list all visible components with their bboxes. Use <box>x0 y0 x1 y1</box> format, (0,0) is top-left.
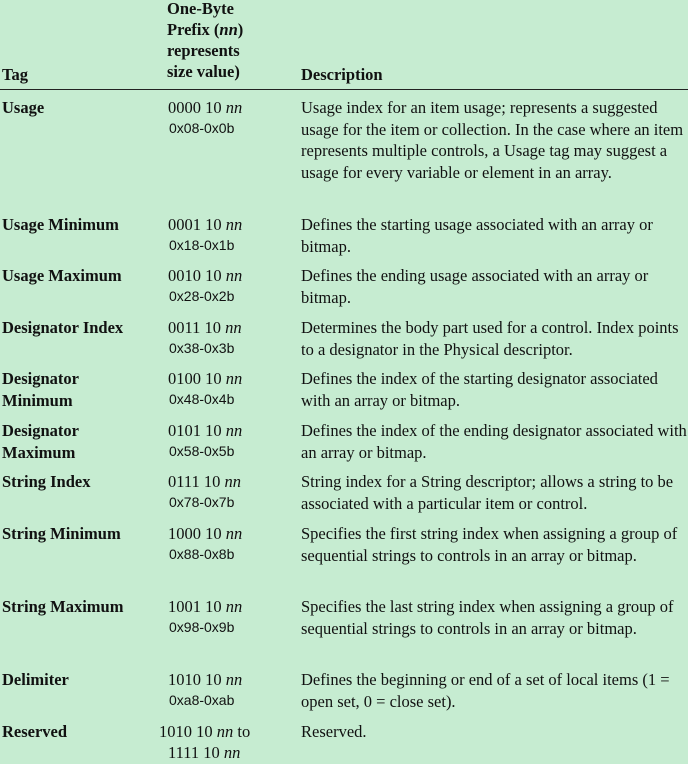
row-range: 0x88-0x8b <box>169 546 235 562</box>
row-code: 0111 10 nn <box>168 472 242 491</box>
row-tag: Usage <box>2 98 45 117</box>
row-code: 0000 10 nn <box>168 98 243 117</box>
header-prefix <box>167 0 287 82</box>
row-range: 0x08-0x0b <box>169 120 235 136</box>
row-range: 0x18-0x1b <box>169 237 235 253</box>
row-description: Defines the index of the ending designator associated with an array or bitmap. <box>301 421 687 462</box>
row-tag: Designator Minimum <box>2 369 79 410</box>
row-range: 0x28-0x2b <box>169 288 235 304</box>
row-tag: Delimiter <box>2 670 69 689</box>
row-description: String index for a String descriptor; allows a string to be associated with a particular item or control. <box>301 472 674 513</box>
row-code: 1000 10 nn <box>168 524 243 543</box>
header-prefix-line3: represents <box>167 41 240 60</box>
row-tag: String Maximum <box>2 597 124 616</box>
header-description: Description <box>301 65 383 84</box>
row-code: 1010 10 nn to <box>159 722 251 741</box>
row-description: Specifies the first string index when assigning a group of sequential strings to controls in an array or bitmap. <box>301 524 678 565</box>
row-code: 1001 10 nn <box>168 597 243 616</box>
header-prefix-line1: One-Byte <box>167 0 234 18</box>
row-range: 0xa8-0xab <box>169 692 235 708</box>
row-description: Defines the beginning or end of a set of local items (1 = open set, 0 = close set). <box>301 670 670 711</box>
row-code: 1010 10 nn <box>168 670 243 689</box>
row-code: 0011 10 nn <box>168 318 242 337</box>
row-description: Specifies the last string index when assigning a group of sequential strings to controls in an array or bitmap. <box>301 597 674 638</box>
row-description: Defines the index of the starting designator associated with an array or bitmap. <box>301 369 658 410</box>
row-tag: Designator Maximum <box>2 421 79 462</box>
row-tag: String Minimum <box>2 524 121 543</box>
row-range: 0x58-0x5b <box>169 443 235 459</box>
row-code: 0100 10 nn <box>168 369 243 388</box>
row-tag: Usage Minimum <box>2 215 119 234</box>
row-tag: Designator Index <box>2 318 124 337</box>
header-rule <box>0 89 688 90</box>
row-description: Reserved. <box>301 722 367 741</box>
row-description: Determines the body part used for a control. Index points to a designator in the Physical descriptor. <box>301 318 679 359</box>
header-prefix-line4: size value) <box>167 62 240 81</box>
row-range: 0x48-0x4b <box>169 391 235 407</box>
header-tag: Tag <box>2 65 28 84</box>
header-prefix-line2a: Prefix ( <box>167 20 220 39</box>
header-prefix-line2: Prefix (nn) <box>167 20 244 39</box>
row-range: 0x38-0x3b <box>169 340 235 356</box>
row-tag: Reserved <box>2 722 68 741</box>
row-range: 0x78-0x7b <box>169 494 235 510</box>
row-description: Defines the ending usage associated with an array or bitmap. <box>301 266 649 307</box>
row-description: Defines the starting usage associated with an array or bitmap. <box>301 215 653 256</box>
row-code: 0010 10 nn <box>168 266 243 285</box>
header-prefix-nn: nn <box>219 20 238 39</box>
row-range: 0x98-0x9b <box>169 619 235 635</box>
row-code-end: 1111 10 nn <box>168 743 241 762</box>
row-code: 0101 10 nn <box>168 421 243 440</box>
row-code: 0001 10 nn <box>168 215 243 234</box>
row-tag: String Index <box>2 472 91 491</box>
row-tag: Usage Maximum <box>2 266 122 285</box>
row-description: Usage index for an item usage; represents a suggested usage for the item or collection. In the case where an item represents multiple controls, a Usage tag may suggest a usage for every variable or element in an array. <box>301 98 684 182</box>
